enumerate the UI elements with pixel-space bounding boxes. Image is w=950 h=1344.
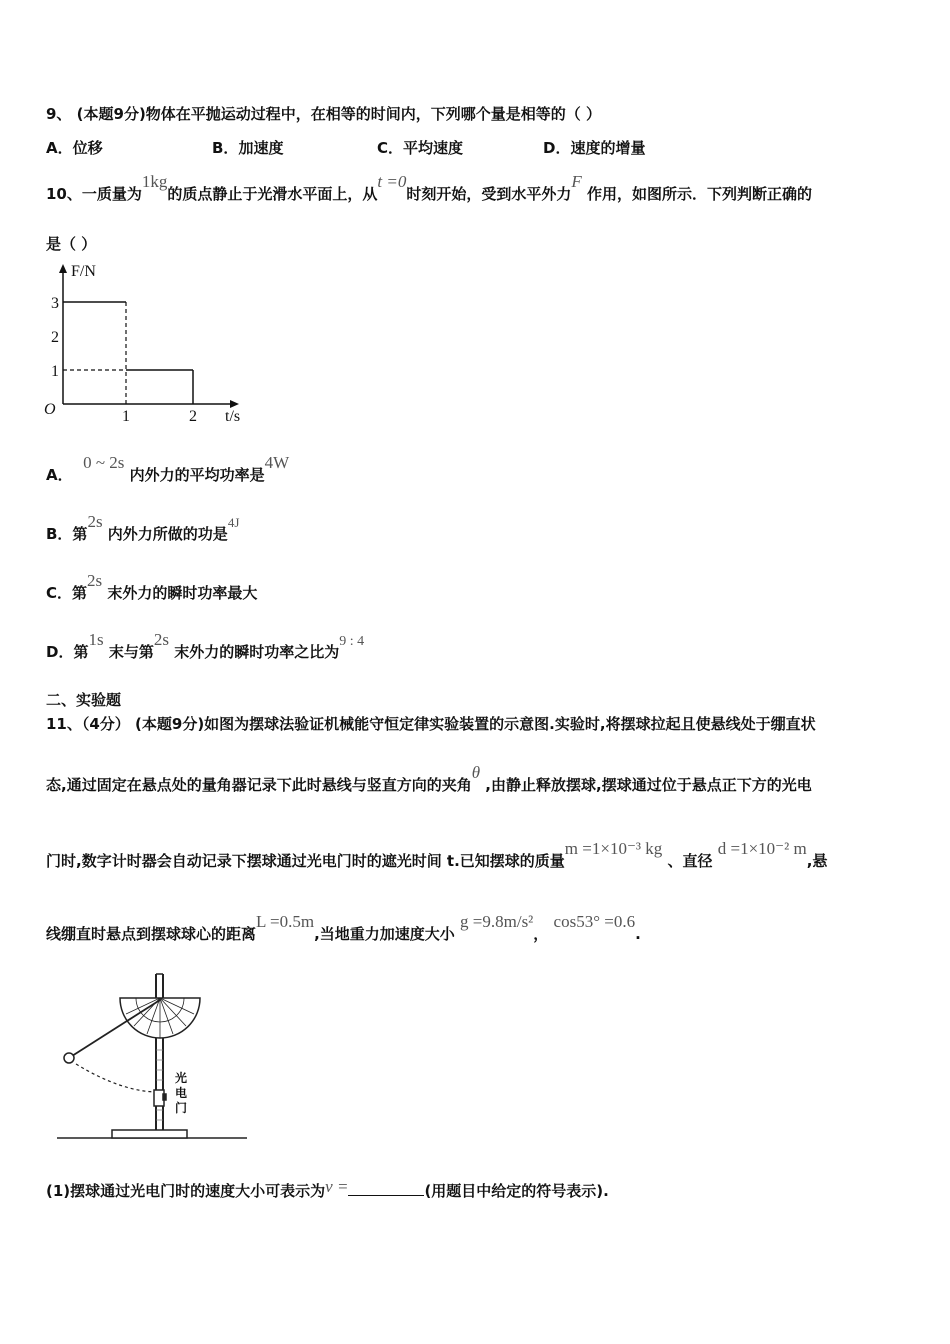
q10-stem-cont: 是（ ） bbox=[46, 235, 97, 253]
q10-option-a: A． 0 ~ 2s 内外力的平均功率是4W bbox=[46, 453, 290, 484]
y-tick-2: 2 bbox=[51, 329, 59, 346]
q11-line-3: 门时,数字计时器会自动记录下摆球通过光电门时的遮光时间 t.已知摆球的质量m =1×10⁻³ kg 、直径 d =1×10⁻² m,悬 bbox=[46, 839, 828, 870]
q11-line-2: 态,通过固定在悬点处的量角器记录下此时悬线与竖直方向的夹角θ ,由静止释放摆球,摆球通过位于悬点正下方的光电 bbox=[46, 763, 812, 794]
math-cos: cos53° =0.6 bbox=[553, 912, 636, 931]
y-tick-3: 3 bbox=[51, 295, 59, 312]
math-mass: 1kg bbox=[141, 172, 168, 191]
math-theta: θ bbox=[471, 763, 481, 782]
y-axis-arrow bbox=[59, 264, 67, 273]
swing-path bbox=[76, 1064, 158, 1092]
q10-option-c: C．第2s 末外力的瞬时功率最大 bbox=[46, 571, 258, 602]
x-tick-1: 1 bbox=[122, 408, 130, 425]
y-axis-label: F/N bbox=[71, 263, 96, 280]
pendulum-ball bbox=[64, 1053, 74, 1063]
force-time-graph bbox=[38, 258, 258, 428]
math-v: v = bbox=[325, 1177, 349, 1196]
q10-option-d: D．第1s 末与第2s 末外力的瞬时功率之比为9 : 4 bbox=[46, 630, 365, 661]
figure-label-dian: 电 bbox=[175, 1086, 188, 1100]
q10-option-b: B．第2s 内外力所做的功是4J bbox=[46, 512, 240, 543]
math-length: L =0.5m bbox=[256, 912, 315, 931]
x-tick-2: 2 bbox=[189, 408, 197, 425]
math-F: F bbox=[571, 172, 582, 191]
q9-option-d: D．速度的增量 bbox=[543, 139, 646, 157]
q11-sub-1: (1)摆球通过光电门时的速度大小可表示为v = (用题目中给定的符号表示). bbox=[46, 1177, 609, 1200]
figure-label-men: 门 bbox=[175, 1101, 188, 1115]
math-diameter: d =1×10⁻² m bbox=[717, 839, 807, 858]
answer-blank[interactable] bbox=[348, 1181, 424, 1196]
math-gravity: g =9.8m/s² bbox=[460, 912, 534, 931]
origin-label: O bbox=[44, 401, 56, 418]
q11-line-1: 11、（4分） (本题9分)如图为摆球法验证机械能守恒定律实验装置的示意图.实验时,将摆球拉起且使悬线处于绷直状 bbox=[46, 715, 816, 733]
stand-base bbox=[112, 1130, 187, 1138]
math-t0: t =0 bbox=[377, 172, 407, 191]
q9-option-c: C．平均速度 bbox=[377, 139, 464, 157]
q9-option-a: A．位移 bbox=[46, 139, 103, 157]
x-axis-arrow bbox=[230, 400, 239, 408]
pendulum-apparatus-figure bbox=[52, 970, 252, 1145]
x-axis-label: t/s bbox=[225, 408, 241, 425]
q10-stem: 10、一质量为1kg的质点静止于光滑水平面上，从t =0时刻开始，受到水平外力F 作用，如图所示．下列判断正确的 bbox=[46, 172, 812, 203]
q9-option-b: B．加速度 bbox=[212, 139, 284, 157]
figure-label-guang: 光 bbox=[175, 1071, 188, 1085]
q11-line-4: 线绷直时悬点到摆球球心的距离L =0.5m,当地重力加速度大小 g =9.8m/s²， cos53° =0.6. bbox=[46, 912, 641, 943]
section-title: 二、实验题 bbox=[46, 691, 122, 709]
math-mass-value: m =1×10⁻³ kg bbox=[564, 839, 663, 858]
y-tick-1: 1 bbox=[51, 363, 59, 380]
q9-stem: 9、 (本题9分)物体在平抛运动过程中，在相等的时间内，下列哪个量是相等的（ ） bbox=[46, 105, 602, 123]
